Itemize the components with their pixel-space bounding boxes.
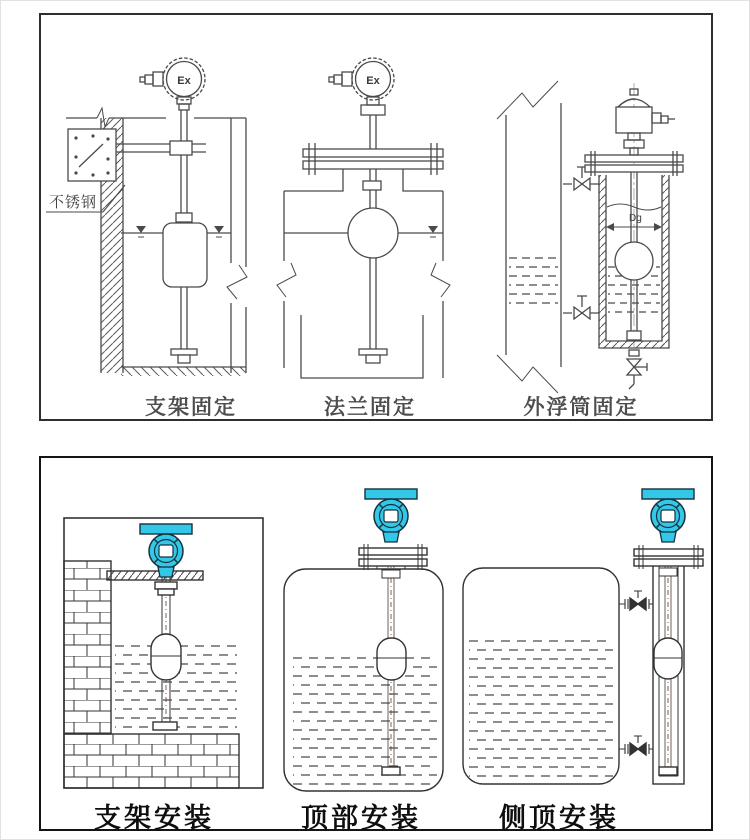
caption-flange-fixing: 法兰固定: [324, 396, 416, 419]
figure-side-top-installation: [463, 489, 703, 784]
dg-dimension-label: Dg: [629, 213, 642, 224]
smart-transmitter: [642, 489, 694, 542]
caption-top-installation: 顶部安装: [301, 803, 421, 833]
installation-methods-drawing: [41, 458, 711, 833]
isolation-valve-bottom: [563, 296, 599, 319]
ex-marking: Ex: [366, 75, 380, 87]
caption-external-chamber-fixing: 外浮筒固定: [523, 396, 639, 419]
figure-bracket-installation: [64, 518, 263, 788]
material-label: 不锈钢: [49, 194, 98, 211]
smart-transmitter: [365, 489, 417, 542]
brick-wall: [64, 561, 111, 734]
float: [615, 242, 653, 280]
fixing-methods-panel: [39, 13, 713, 421]
caption-bracket-fixing: 支架固定: [145, 396, 237, 419]
connection-valve-bottom: [619, 736, 653, 755]
figure-external-chamber-fixing: [497, 81, 683, 393]
drain-valve: [627, 350, 647, 389]
figure-bracket-fixing: [46, 58, 247, 376]
float: [163, 223, 207, 287]
figure-top-installation: [284, 489, 443, 791]
caption-side-top-installation: 侧顶安装: [499, 803, 619, 833]
stem-clamp: [170, 141, 192, 155]
float: [377, 638, 406, 680]
junction-box-head: [616, 89, 675, 155]
connection-valve-top: [619, 591, 653, 610]
ex-marking: Ex: [177, 75, 191, 87]
smart-transmitter: [140, 524, 192, 577]
caption-bracket-installation: 支架安装: [94, 803, 214, 833]
fixing-methods-drawing: [41, 15, 711, 419]
float: [348, 208, 398, 258]
brick-floor: [64, 734, 239, 788]
installation-methods-panel: [39, 456, 713, 831]
shelf-bracket: [107, 571, 203, 580]
figure-flange-fixing: [277, 58, 450, 378]
float: [151, 634, 181, 680]
